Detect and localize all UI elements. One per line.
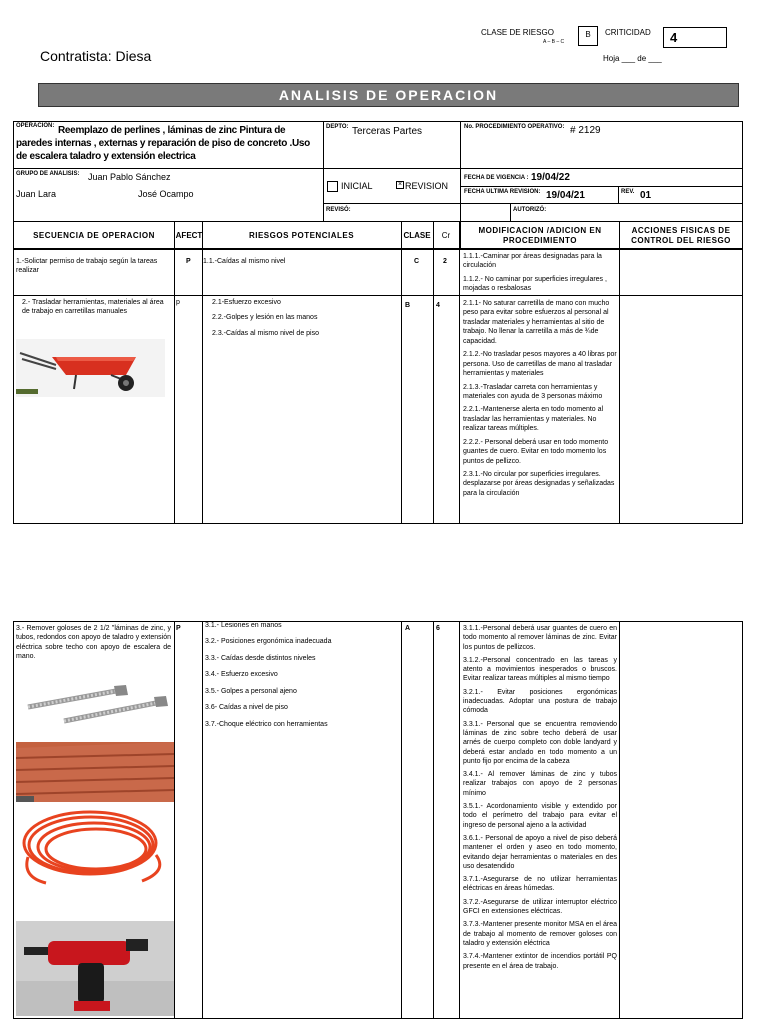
zinc-sheet-image bbox=[16, 742, 174, 802]
list-item: 1.1.2.- No caminar por superficies irregulares , mojadas o resbalosas bbox=[463, 275, 607, 293]
vigencia-label: FECHA DE VIGENCIA : bbox=[464, 175, 529, 181]
table-cell-class: A bbox=[405, 625, 411, 632]
list-item: 3.7.4.-Mantener extintor de incendios portátil PQ presente en el área de trabajo. bbox=[463, 953, 617, 970]
table-cell-seq: 2.- Trasladar herramientas, materiales al área de trabajo en carretillas manuales bbox=[22, 299, 164, 316]
list-item: 2.2.-Golpes y lesión en las manos bbox=[212, 314, 318, 322]
screws-image bbox=[16, 683, 170, 727]
procedure-label: No. PROCEDIMIENTO OPERATIVO: bbox=[464, 124, 565, 130]
table-cell-seq: 1.-Solictar permiso de trabajo según la tareas realizar bbox=[16, 258, 158, 275]
table-cell-afect: p bbox=[176, 299, 180, 306]
list-item: 3.7.-Choque eléctrico con herramientas bbox=[205, 720, 328, 728]
list-item: 3.3.- Caídas desde distintos niveles bbox=[205, 654, 316, 662]
list-item: 3.4.1.- Al remover láminas de zinc y tubos realizar trabajos con apoyo de 2 personas mínimo bbox=[463, 771, 617, 797]
contractor-name: Contratista: Diesa bbox=[40, 48, 152, 64]
column-header-class: CLASE bbox=[403, 231, 431, 240]
list-item: 3.6.1.- Personal de apoyo a nivel de piso deberá mantener el orden y aseo en todo momento, evitando dejar herramientas o materiales en des uso desatendido bbox=[463, 834, 617, 870]
revision-label: REVISION bbox=[405, 181, 449, 191]
criticality-label: CRITICIDAD bbox=[605, 28, 651, 37]
vigencia-value[interactable]: 19/04/22 bbox=[531, 172, 570, 183]
table-cell-cr: 2 bbox=[443, 258, 447, 265]
reviso-label: REVISÓ: bbox=[326, 207, 351, 213]
ultima-revision-label: FECHA ULTIMA REVISION: bbox=[464, 189, 541, 195]
table-cell-seq: 3.- Remover goloses de 2 1/2 "láminas de zinc, y tubos, redondos con apoyo de taladro y extensión eléctrica sobre techo con apoyo de escalera de mano. bbox=[16, 625, 171, 661]
table-cell-risk bbox=[205, 621, 399, 733]
operation-text[interactable]: Reemplazo de perlines , láminas de zinc Pintura de paredes internas , externas y reparación de piso de concreto .Uso de escalera taladro y extensión electrica bbox=[16, 125, 310, 162]
drill-image bbox=[16, 921, 174, 1016]
revision-checkbox[interactable]: × bbox=[397, 181, 403, 188]
dept-label: DEPTO: bbox=[326, 124, 349, 130]
autorizo-label: AUTORIZÓ: bbox=[513, 207, 547, 213]
table-cell-cr: 4 bbox=[436, 302, 440, 309]
list-item: 2.1.2.-No trasladar pesos mayores a 40 libras por persona. Uso de carretillas de mano al trasladar herramientas y materiales bbox=[463, 351, 617, 378]
risk-class-value[interactable]: B bbox=[578, 26, 598, 46]
column-header-afect: AFECT bbox=[175, 231, 203, 240]
table-cell-mod bbox=[463, 299, 617, 502]
procedure-value[interactable]: # 2129 bbox=[570, 125, 601, 136]
list-item: 3.1.2.-Personal concentrado en las tareas y atento a movimientos inesperados o bruscos. Evitar realizar tareas múltiples al mismo tiempo bbox=[463, 656, 617, 683]
group-member: José Ocampo bbox=[138, 189, 194, 199]
sheet-number: Hoja ___ de ___ bbox=[603, 54, 662, 63]
table-cell-mod bbox=[463, 252, 617, 298]
column-header-cr: Cr bbox=[441, 231, 451, 240]
inicial-checkbox[interactable] bbox=[327, 181, 338, 192]
list-item: 3.6- Caídas a nivel de piso bbox=[205, 704, 288, 712]
table-cell-afect: P bbox=[176, 625, 181, 632]
list-item: 3.2.- Posiciones ergonómica inadecuada bbox=[205, 638, 332, 646]
list-item: 3.7.3.-Mantener presente monitor MSA en el área de trabajo al momento de remover goloses con taladro y extensión eléctrica bbox=[463, 921, 617, 947]
list-item: 2.2.1.-Mantenerse alerta en todo momento al trasladar las herramientas y materiales. No realizar tareas múltiples. bbox=[463, 406, 604, 433]
list-item: 1.1.1.-Caminar por áreas designadas para la circulación bbox=[463, 253, 602, 270]
wheelbarrow-image bbox=[16, 339, 165, 397]
list-item: 3.2.1.- Evitar posiciones ergonómicas inadecuadas. Adoptar una postura de trabajo cómoda bbox=[463, 688, 617, 715]
list-item: 3.1.- Lesiones en manos bbox=[205, 622, 282, 629]
table-cell-class: B bbox=[405, 302, 411, 309]
column-header-seq: SECUENCIA DE OPERACION bbox=[33, 231, 155, 240]
list-item: 3.1.1.-Personal deberá usar guantes de cuero en todo momento al remover láminas de zinc. Evitar los puntos de pellizcos. bbox=[463, 625, 617, 651]
list-item: 3.3.1.- Personal que se encuentra removiendo láminas de zinc sobre techo deberá de usar arnés de cuerpo completo con doble landyard y deberá estar anclado en todo momento a un punto fijo por encima de la cabeza bbox=[463, 720, 617, 765]
table-cell-cr: 6 bbox=[436, 625, 440, 632]
table-cell-afect: P bbox=[186, 258, 191, 265]
list-item: 3.7.2.-Asegurarse de utilizar interruptor eléctrico GFCI en extensiones eléctricas. bbox=[463, 898, 617, 916]
risk-class-sub: A – B – C bbox=[543, 39, 565, 45]
group-member: Juan Pablo Sánchez bbox=[88, 172, 171, 182]
extension-cord-image bbox=[16, 807, 174, 889]
table-cell-risk: 1.1.-Caídas al mismo nivel bbox=[203, 258, 286, 265]
list-item: 3.7.1.-Asegurarse de no utilizar herramientas eléctricas en áreas húmedas. bbox=[463, 876, 617, 893]
risk-class-label: CLASE DE RIESGO bbox=[481, 28, 554, 37]
list-item: 2.2.2.- Personal deberá usar en todo momento guantes de cuero. Evitar en todo momento los puntos de pellizco. bbox=[463, 438, 609, 465]
ultima-revision-value[interactable]: 19/04/21 bbox=[546, 190, 585, 201]
list-item: 2.1-Esfuerzo excesivo bbox=[212, 299, 281, 306]
rev-label: REV. bbox=[621, 189, 635, 195]
table-cell-mod bbox=[463, 624, 617, 975]
table-cell-class: C bbox=[414, 258, 420, 265]
column-header-modification: MODIFICACION /ADICION EN PROCEDIMIENTO bbox=[478, 226, 602, 246]
list-item: 3.5.1.- Acordonamiento visible y extendido por todo el perímetro del trabajo para evitar el ingreso de personal ajeno a la actividad bbox=[463, 803, 617, 829]
list-item: 2.1.3.-Trasladar carreta con herramientas y materiales con ayuda de 3 personas máximo bbox=[463, 383, 603, 400]
list-item: 2.3.1.-No circular por superficies irregulares. desplazarse por áreas designadas y señalizadas para la circulación bbox=[463, 471, 615, 497]
group-member: Juan Lara bbox=[16, 189, 57, 199]
page-title: ANALISIS DE OPERACION bbox=[38, 83, 739, 107]
operation-label: OPERACIÓN: bbox=[16, 123, 55, 129]
list-item: 2.1.1- No saturar carretilla de mano con mucho peso para evitar sobre esfuerzos al personal al trasladar materiales y herramientas al sitio de trabajo. No llenar la carretilla a más de ¾de capacidad. bbox=[463, 300, 610, 345]
rev-value[interactable]: 01 bbox=[640, 190, 652, 201]
column-header-risks: RIESGOS POTENCIALES bbox=[248, 231, 355, 240]
criticality-value[interactable]: 4 bbox=[663, 27, 727, 48]
inicial-label: INICIAL bbox=[341, 181, 373, 191]
list-item: 3.5.- Golpes a personal ajeno bbox=[205, 687, 297, 695]
column-header-actions: ACCIONES FISICAS DE CONTROL DEL RIESGO bbox=[631, 226, 731, 246]
group-label: GRUPO DE ANALISIS: bbox=[16, 171, 80, 177]
table-cell-risk bbox=[212, 298, 398, 342]
list-item: 2.3.-Caídas al mismo nivel de piso bbox=[212, 329, 319, 337]
list-item: 3.4.- Esfuerzo excesivo bbox=[205, 671, 278, 679]
dept-value[interactable]: Terceras Partes bbox=[352, 126, 423, 137]
